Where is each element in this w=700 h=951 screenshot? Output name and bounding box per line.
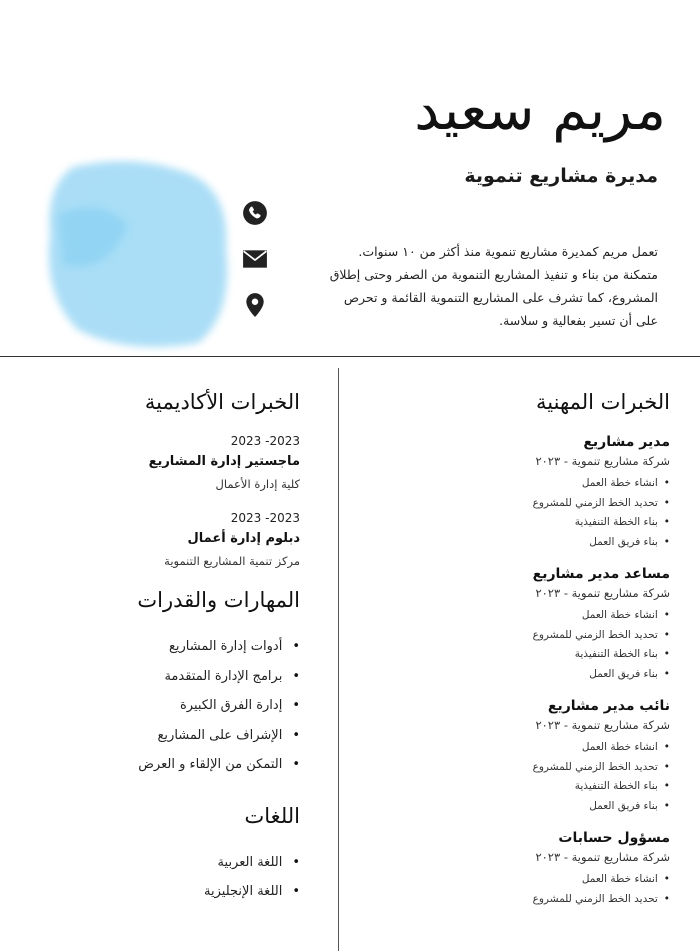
job-role: مدير مشاريع [583, 434, 670, 450]
job-title: مديرة مشاريع تنموية [464, 165, 658, 187]
experience-column [340, 390, 670, 923]
languages-title: اللغات [244, 803, 300, 828]
job-entry [340, 698, 670, 816]
job-company: شركة مشاريع تنموية - ٢٠٢٣ [535, 454, 670, 468]
education-degree: دبلوم إدارة أعمال [187, 531, 300, 546]
job-role: مسؤول حسابات [558, 830, 670, 846]
skill-item: • إدارة الفرق الكبيرة [30, 691, 300, 721]
job-entry [340, 434, 670, 552]
skill-item: • الإشراف على المشاريع [30, 721, 300, 751]
task-list [340, 606, 670, 684]
education-entry [30, 511, 300, 568]
task-item: • انشاء خطة العمل [340, 870, 670, 890]
education-school: كلية إدارة الأعمال [215, 477, 300, 491]
education-years: 2023 -2023 [230, 434, 300, 448]
education-years: 2023 -2023 [230, 511, 300, 525]
task-item: • تحديد الخط الزمني للمشروع [340, 494, 670, 514]
education-entry [30, 434, 300, 491]
task-item: • بناء الخطة التنفيذية [340, 513, 670, 533]
task-list [340, 870, 670, 909]
education-degree: ماجستير إدارة المشاريع [148, 454, 300, 469]
job-company: شركة مشاريع تنموية - ٢٠٢٣ [535, 718, 670, 732]
languages-list [30, 848, 300, 907]
header-divider [0, 356, 700, 357]
column-divider [338, 368, 339, 951]
skills-list [30, 632, 300, 780]
location-pin-icon [242, 292, 268, 318]
job-entry [340, 830, 670, 909]
job-entry [340, 566, 670, 684]
task-item: • بناء فريق العمل [340, 533, 670, 553]
education-skills-column [30, 390, 300, 931]
language-item: • اللغة الإنجليزية [30, 877, 300, 907]
phone-icon [242, 200, 268, 226]
skill-item: • التمكن من الإلقاء و العرض [30, 750, 300, 780]
person-name: مريم سعيد [414, 78, 666, 143]
job-company: شركة مشاريع تنموية - ٢٠٢٣ [535, 586, 670, 600]
envelope-icon [242, 246, 268, 272]
skill-item: • أدوات إدارة المشاريع [30, 632, 300, 662]
task-list [340, 738, 670, 816]
task-item: • بناء الخطة التنفيذية [340, 777, 670, 797]
task-list [340, 474, 670, 552]
task-item: • بناء فريق العمل [340, 665, 670, 685]
job-role: مساعد مدير مشاريع [532, 566, 670, 582]
contact-icons [238, 200, 268, 338]
task-item: • انشاء خطة العمل [340, 474, 670, 494]
task-item: • انشاء خطة العمل [340, 738, 670, 758]
task-item: • انشاء خطة العمل [340, 606, 670, 626]
education-school: مركز تنمية المشاريع التنموية [164, 554, 300, 568]
resume-header [0, 0, 700, 356]
task-item: • تحديد الخط الزمني للمشروع [340, 626, 670, 646]
skills-title: المهارات والقدرات [137, 588, 300, 612]
task-item: • بناء الخطة التنفيذية [340, 645, 670, 665]
profile-summary: تعمل مريم كمديرة مشاريع تنموية منذ أكثر من ١٠ سنوات. متمكنة من بناء و تنفيذ المشاريع التنموية من الصفر وحتى إطلاق المشروع، كما تشرف على المشاريع التنموية القائمة و تحرص على أن تسير بفعالية و سلاسة. [329, 244, 658, 328]
skill-item: • برامج الإدارة المتقدمة [30, 662, 300, 692]
task-item: • بناء فريق العمل [340, 797, 670, 817]
job-role: نائب مدير مشاريع [547, 698, 670, 714]
job-company: شركة مشاريع تنموية - ٢٠٢٣ [535, 850, 670, 864]
watercolor-brush-decoration [38, 155, 238, 355]
experience-title: الخبرات المهنية [536, 390, 670, 414]
education-title: الخبرات الأكاديمية [144, 390, 300, 414]
task-item: • تحديد الخط الزمني للمشروع [340, 890, 670, 910]
task-item: • تحديد الخط الزمني للمشروع [340, 758, 670, 778]
language-item: • اللغة العربية [30, 848, 300, 878]
